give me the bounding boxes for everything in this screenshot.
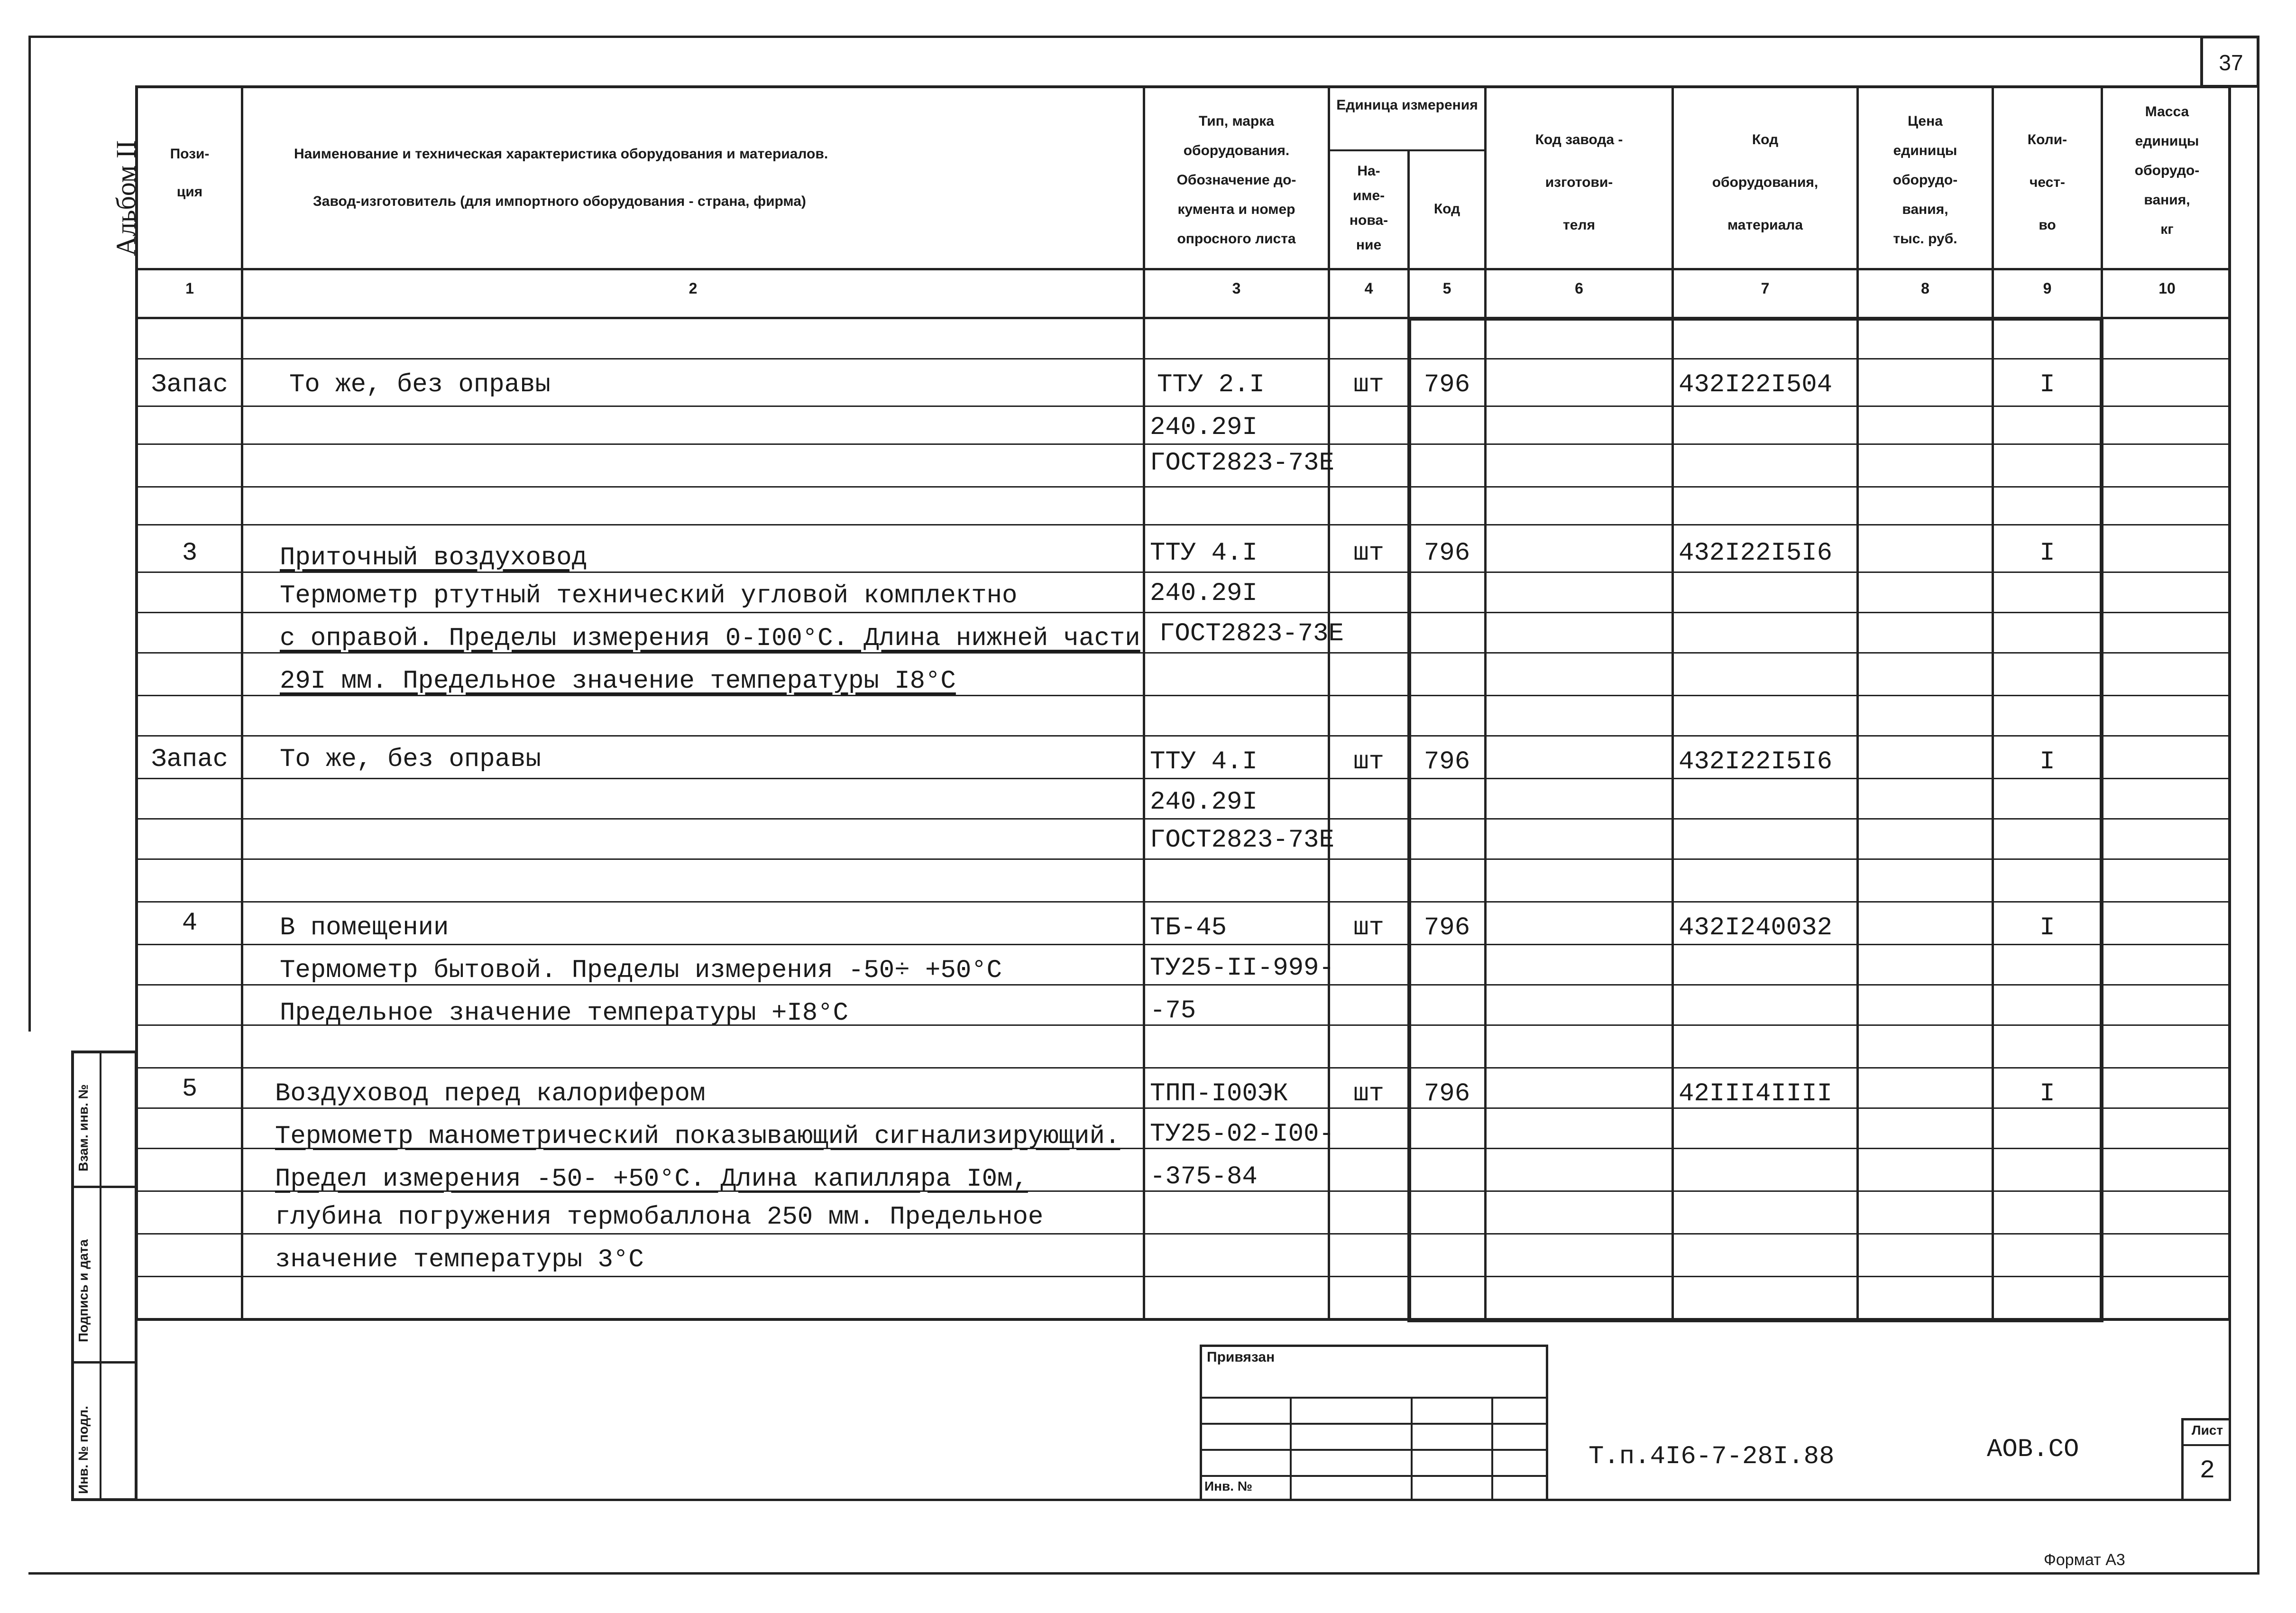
col-number: 3: [1232, 280, 1241, 297]
list-number: 2: [2199, 1456, 2215, 1485]
privyazan-label: Привязан: [1207, 1349, 1275, 1365]
row-line: [135, 858, 2231, 860]
row-mat-code: 432I240032: [1679, 913, 1833, 942]
row-name: с оправой. Пределы измерения 0-I00°С. Длина нижней части: [280, 624, 1140, 653]
row-unit: шт: [1353, 747, 1384, 776]
row-line: [135, 1233, 2231, 1235]
row-type: ТПП-I00ЭК: [1150, 1079, 1288, 1108]
row-type: ТУ25-02-I00-: [1150, 1120, 1334, 1149]
row-qty: I: [2039, 747, 2055, 776]
side-stamp-line: [71, 1186, 138, 1188]
header-col10: Масса единицы оборудо- вания, кг: [2134, 104, 2200, 237]
right-border: [2257, 85, 2259, 1575]
side-label-podpis: Подпись и дата: [76, 1239, 91, 1342]
row-name: Термометр бытовой. Пределы измерения -50÷ +50°С: [280, 956, 1002, 985]
album-label: Альбом II: [110, 140, 141, 256]
privyazan-line: [1200, 1475, 1548, 1477]
row-type: ГОСТ2823-73Е: [1150, 826, 1334, 855]
row-name: То же, без оправы: [289, 370, 551, 399]
row-line: [135, 1276, 2231, 1277]
row-name: То же, без оправы: [280, 745, 541, 774]
header-unit-group: Единица измерения: [1336, 97, 1478, 113]
row-line: [135, 901, 2231, 903]
row-name: Воздуховод перед калорифером: [275, 1079, 706, 1108]
row-unit: шт: [1353, 1079, 1384, 1108]
row-code: 796: [1424, 913, 1470, 942]
privyazan-line: [1200, 1449, 1548, 1451]
row-type: ТТУ 4.I: [1150, 747, 1258, 776]
col-number: 1: [185, 280, 194, 297]
col-line-2: [1143, 85, 1145, 1321]
col-number: 6: [1575, 280, 1583, 297]
list-label: Лист: [2191, 1423, 2223, 1438]
privyazan-vline: [1491, 1397, 1493, 1501]
row-name: глубина погружения термобаллона 250 мм. Предельное: [275, 1203, 1044, 1232]
privyazan-line: [1200, 1423, 1548, 1425]
col-line-7: [1856, 85, 1859, 1321]
row-name: В помещении: [280, 913, 449, 942]
col-line-1: [241, 85, 243, 1321]
row-type: -375-84: [1150, 1162, 1258, 1191]
bottom-border: [28, 1572, 2257, 1575]
row-line: [135, 358, 2231, 359]
header-col6: Код завода - изготови- теля: [1535, 132, 1623, 233]
row-mat-code: 432I22I504: [1679, 370, 1833, 399]
row-position: Запас: [151, 745, 229, 774]
row-type: ТУ25-II-999-: [1150, 954, 1334, 983]
row-line: [135, 818, 2231, 820]
top-border: [28, 36, 2229, 38]
col-line-8: [1992, 85, 1994, 1321]
row-unit: шт: [1353, 913, 1384, 942]
header-bottom-line: [135, 268, 2231, 270]
row-unit: шт: [1353, 370, 1384, 399]
row-code: 796: [1424, 747, 1470, 776]
header-col1: Пози- ция: [170, 146, 210, 200]
col-number: 9: [2043, 280, 2052, 297]
row-type: 240.29I: [1150, 579, 1258, 608]
stamp-left-line: [135, 1321, 138, 1501]
row-name: значение температуры 3°С: [275, 1245, 644, 1274]
header-col4: На- име- нова- ние: [1349, 163, 1388, 253]
row-line: [135, 944, 2231, 945]
side-stamp-line: [71, 1361, 138, 1364]
row-mat-code: 432I22I5I6: [1679, 747, 1833, 776]
row-code: 796: [1424, 1079, 1470, 1108]
row-qty: I: [2039, 539, 2055, 568]
row-type: 240.29I: [1150, 788, 1258, 817]
unit-split-line: [1328, 149, 1484, 151]
side-label-inv: Инв. № подл.: [76, 1406, 91, 1494]
col-number: 5: [1442, 280, 1451, 297]
row-qty: I: [2039, 370, 2055, 399]
row-type: -75: [1150, 996, 1196, 1025]
header-col3: Тип, марка оборудования. Обозначение до- кумента и номер опросного листа: [1176, 113, 1296, 247]
row-name: Приточный воздуховод: [280, 544, 588, 572]
row-line: [135, 406, 2231, 407]
row-mat-code: 432I22I5I6: [1679, 539, 1833, 568]
header-col8: Цена единицы оборудо- вания, тыс. руб.: [1892, 113, 1958, 247]
row-position: 4: [182, 909, 198, 938]
col-line-6: [1671, 85, 1674, 1321]
row-qty: I: [2039, 913, 2055, 942]
row-name: Предельное значение температуры +I8°С: [280, 999, 848, 1028]
doc-mark: АОВ.СО: [1987, 1435, 2079, 1464]
col-number: 4: [1364, 280, 1373, 297]
col-line-5: [1484, 85, 1487, 1321]
row-position: 3: [182, 539, 198, 568]
row-line: [135, 486, 2231, 488]
format-label: Формат А3: [2044, 1551, 2125, 1569]
left-border-upper: [28, 36, 31, 1032]
row-line: [135, 778, 2231, 779]
row-line: [135, 612, 2231, 613]
stamp-bottom-line: [135, 1499, 2231, 1501]
inv-no-label: Инв. №: [1204, 1479, 1253, 1493]
row-name: 29I мм. Предельное значение температуры I8°С: [280, 667, 956, 696]
row-name: Термометр манометрический показывающий сигнализирующий.: [275, 1122, 1120, 1151]
list-box-line: [2181, 1444, 2231, 1446]
code-block: [1407, 317, 2103, 1322]
row-unit: шт: [1353, 539, 1384, 568]
row-name: Предел измерения -50- +50°С. Длина капилляра I0м,: [275, 1165, 1028, 1194]
col-line-9: [2101, 85, 2103, 1321]
row-qty: I: [2039, 1079, 2055, 1108]
privyazan-line: [1200, 1397, 1548, 1399]
header-col5: Код: [1433, 201, 1460, 217]
row-line: [135, 443, 2231, 445]
row-code: 796: [1424, 539, 1470, 568]
row-type: ТТУ 2.I: [1157, 370, 1265, 399]
side-label-vzam: Взам. инв. №: [76, 1084, 91, 1171]
row-type: ТТУ 4.I: [1150, 539, 1258, 568]
col-number: 10: [2158, 280, 2176, 297]
col-number: 2: [689, 280, 698, 297]
header-col9: Коли- чест- во: [2027, 132, 2067, 233]
row-type: ГОСТ2823-73Е: [1150, 449, 1334, 478]
row-mat-code: 42III4IIII: [1679, 1079, 1833, 1108]
row-code: 796: [1424, 370, 1470, 399]
row-line: [135, 524, 2231, 525]
row-name: Термометр ртутный технический угловой комплектно: [280, 581, 1018, 610]
page-number: 37: [2219, 50, 2243, 75]
row-line: [135, 735, 2231, 737]
row-line: [135, 1067, 2231, 1069]
side-stamp-divider: [100, 1051, 101, 1501]
col-number: 8: [1921, 280, 1929, 297]
row-type: 240.29I: [1150, 413, 1258, 442]
row-type: ТБ-45: [1150, 913, 1227, 942]
header-col7: Код оборудования, материала: [1712, 132, 1818, 233]
privyazan-vline: [1290, 1397, 1292, 1501]
row-position: 5: [182, 1075, 198, 1104]
privyazan-vline: [1411, 1397, 1413, 1501]
header-col2: Наименование и техническая характеристика оборудования и материалов. Завод-изготовитель (для импортного оборудования - страна, фирма): [294, 146, 828, 209]
doc-code: Т.п.4I6-7-28I.88: [1589, 1442, 1835, 1471]
row-position: Запас: [151, 370, 229, 399]
col-number: 7: [1761, 280, 1770, 297]
row-type: ГОСТ2823-73Е: [1159, 619, 1344, 648]
